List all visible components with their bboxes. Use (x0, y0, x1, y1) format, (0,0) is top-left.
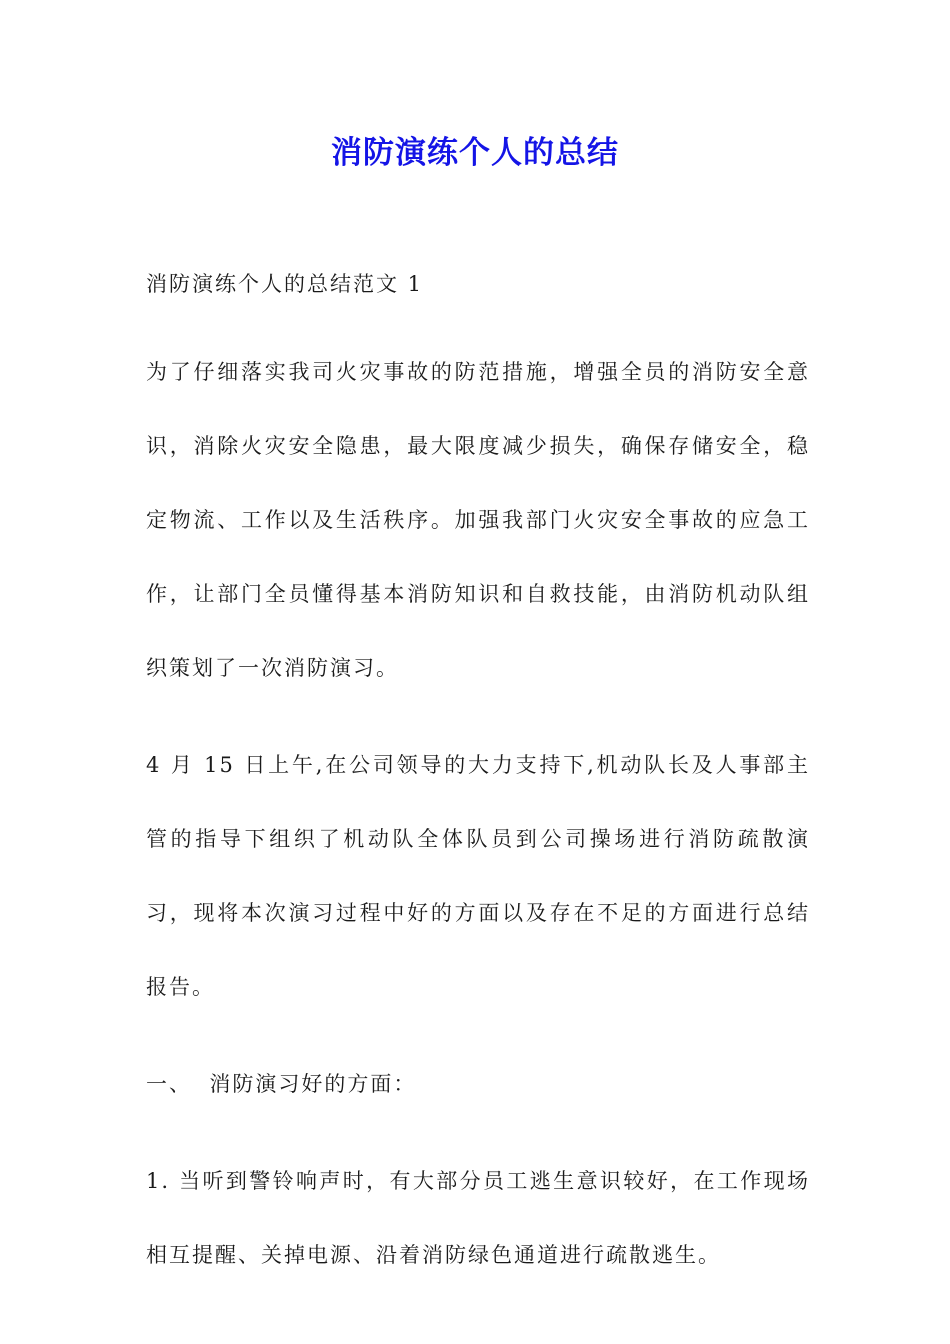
subtitle: 消防演练个人的总结范文 1 (146, 272, 424, 296)
document-title: 消防演练个人的总结 (331, 135, 619, 171)
list-item-1: 1. 当听到警铃响声时，有大部分员工逃生意识较好，在工作现场相互提醒、关掉电源、沿着消防绿色通道进行疏散逃生。 (146, 1169, 810, 1267)
section-heading: 一、 消防演习好的方面： (146, 1072, 417, 1096)
document-body (146, 266, 810, 1315)
paragraph-event: 4 月 15 日上午,在公司领导的大力支持下,机动队长及人事部主管的指导下组织了机动队全体队员到公司操场进行消防疏散演习，现将本次演习过程中好的方面以及存在不足的方面进行总结报告。 (146, 753, 810, 999)
paragraph-intro: 为了仔细落实我司火灾事故的防范措施，增强全员的消防安全意识，消除火灾安全隐患，最大限度减少损失，确保存储安全，稳定物流、工作以及生活秩序。加强我部门火灾安全事故的应急工作，让部门全员懂得基本消防知识和自救技能，由消防机动队组织策划了一次消防演习。 (146, 360, 810, 680)
